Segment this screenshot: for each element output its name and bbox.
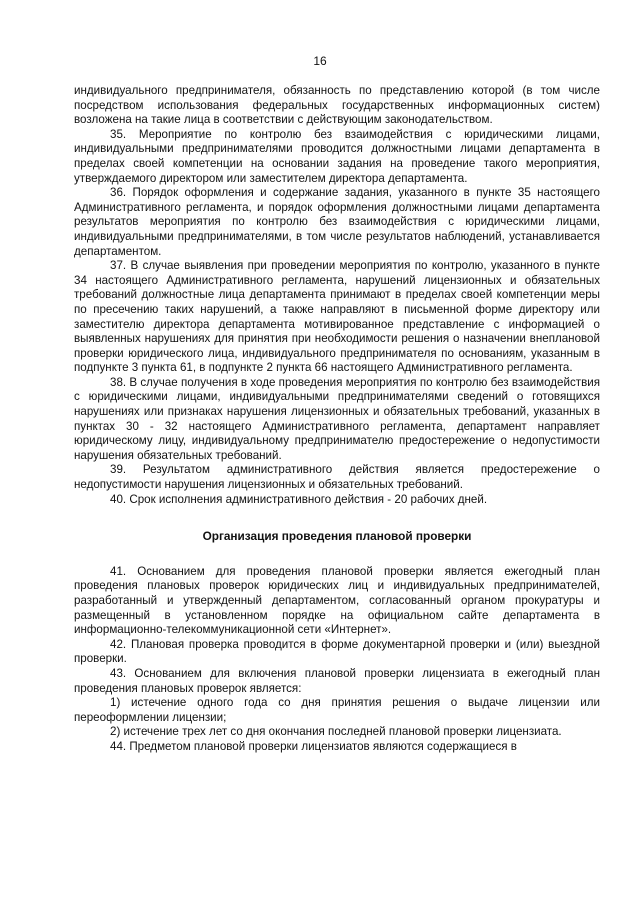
- section-heading: Организация проведения плановой проверки: [202, 529, 472, 544]
- paragraph-38: 38. В случае получения в ходе проведения мероприятия по контролю без взаимодействия с юридическими лицами, индивидуальными предпринимателями сведений о готовящихся нарушениях или признаках нарушения лицензионных и обязательных требований, указанных в пунктах 30 - 32 настоящего Административного регламента, департамент направляет юридическому лицу, индивидуальному предпринимателю предостережение о недопустимости нарушения обязательных требований.: [74, 375, 600, 462]
- paragraph-39: 39. Результатом административного действия является предостережение о недопустимости нарушения лицензионных и обязательных требований.: [74, 463, 600, 492]
- paragraph-43-item-2: 2) истечение трех лет со дня окончания последней плановой проверки лицензиата.: [110, 725, 562, 739]
- paragraph-42: 42. Плановая проверка проводится в форме документарной проверки и (или) выездной проверки.: [74, 637, 600, 666]
- paragraph-43: 43. Основанием для включения плановой проверки лицензиата в ежегодный план проведения плановых проверок является:: [74, 666, 600, 695]
- document-body: [74, 84, 600, 755]
- paragraph-35: 35. Мероприятие по контролю без взаимодействия с юридическими лицами, индивидуальными предпринимателями проводится должностными лицами департамента в пределах своей компетенции на основании задания на проведение такого мероприятия, утверждаемого директором или заместителем директора департамента.: [74, 127, 600, 185]
- paragraph-36: 36. Порядок оформления и содержание задания, указанного в пункте 35 настоящего Административного регламента, и порядок оформления должностными лицами департамента результатов мероприятия по контролю без взаимодействия с юридическими лицами, индивидуальными предпринимателями, в том числе результатов наблюдений, устанавливается департаментом.: [74, 186, 600, 258]
- paragraph-37: 37. В случае выявления при проведении мероприятия по контролю, указанного в пункте 34 настоящего Административного регламента, нарушений лицензионных и обязательных требований должностные лица департамента принимают в пределах своей компетенции меры по пресечению таких нарушений, а также направляют в письменной форме директору или заместителю директора департамента мотивированное представление с информацией о выявленных нарушениях для принятия при необходимости решения о назначении внеплановой проверки юридического лица, индивидуального предпринимателя по основаниям, указанным в подпункте 3 пункта 61, в подпункте 2 пункта 66 настоящего Административного регламента.: [74, 259, 600, 375]
- paragraphs-after: [74, 565, 600, 755]
- paragraphs-before: [74, 84, 600, 507]
- paragraph-43-item-1: 1) истечение одного года со дня принятия решения о выдаче лицензии или переоформлении лицензии;: [74, 696, 600, 724]
- paragraph-41: 41. Основанием для проведения плановой проверки является ежегодный план проведения плановых проверок юридических лиц и индивидуальных предпринимателей, разработанный и утвержденный департаментом, согласованный органом прокуратуры и размещенный в установленном порядке на официальном сайте департамента в информационно-телекоммуникационной сети «Интернет».: [74, 564, 600, 637]
- paragraph: индивидуального предпринимателя, обязанность по представлению которой (в том числе посредством использования федеральных государственных информационных систем) возложена на такие лица в соответствии с действующим законодательством.: [74, 84, 600, 127]
- page-number: 16: [313, 54, 327, 68]
- paragraph-40: 40. Срок исполнения административного действия - 20 рабочих дней.: [110, 492, 488, 506]
- paragraph-44: 44. Предметом плановой проверки лицензиатов являются содержащиеся в: [110, 739, 517, 753]
